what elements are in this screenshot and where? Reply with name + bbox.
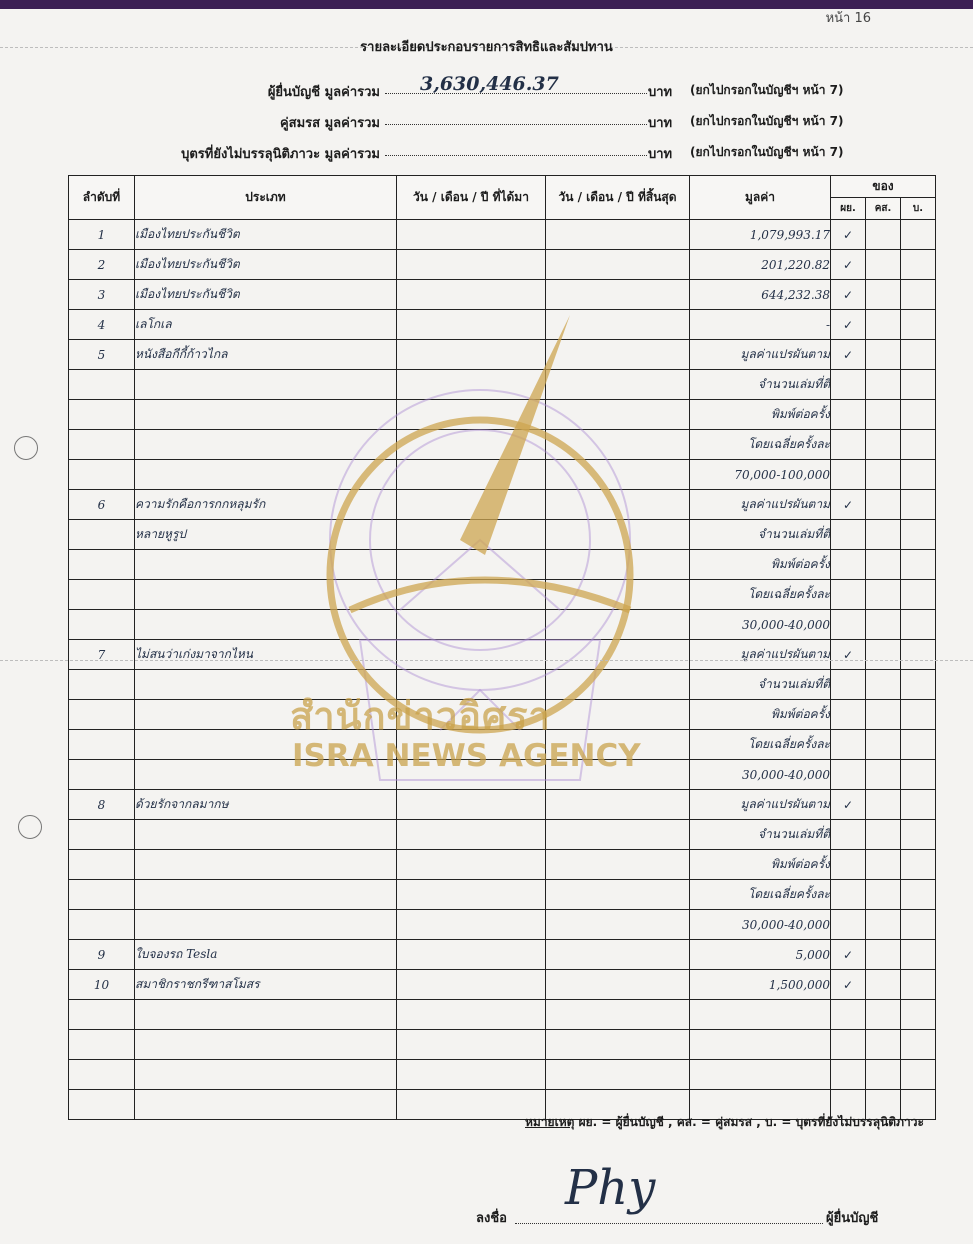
row-owner-self <box>831 610 866 640</box>
row-owner-child <box>901 700 936 730</box>
row-no <box>69 1030 135 1060</box>
row-date-acquired <box>397 880 546 910</box>
row-owner-child <box>901 730 936 760</box>
table-row <box>69 970 936 1000</box>
row-type <box>135 910 397 940</box>
row-owner-self <box>831 370 866 400</box>
row-value: พิมพ์ต่อครั้ง <box>690 850 831 880</box>
summary-value-line <box>385 139 647 156</box>
row-date-acquired <box>397 370 546 400</box>
row-date-acquired <box>397 910 546 940</box>
row-value <box>690 1000 831 1030</box>
row-date-expired <box>546 490 690 520</box>
table-row <box>69 790 936 820</box>
row-no <box>69 730 135 760</box>
table-row <box>69 910 936 940</box>
row-owner-child <box>901 1030 936 1060</box>
row-owner-child <box>901 820 936 850</box>
row-date-acquired <box>397 850 546 880</box>
row-no: 2 <box>69 250 135 280</box>
row-type <box>135 1090 397 1120</box>
row-date-expired <box>546 430 690 460</box>
row-no <box>69 550 135 580</box>
table-row <box>69 460 936 490</box>
row-date-acquired <box>397 790 546 820</box>
row-owner-self: ✓ <box>831 250 866 280</box>
header-owner-child: บ. <box>901 198 936 220</box>
row-owner-self <box>831 400 866 430</box>
row-owner-spouse <box>866 550 901 580</box>
row-owner-self: ✓ <box>831 640 866 670</box>
row-no <box>69 520 135 550</box>
row-date-expired <box>546 280 690 310</box>
table-row <box>69 880 936 910</box>
row-date-acquired <box>397 970 546 1000</box>
row-owner-spouse <box>866 520 901 550</box>
table-row <box>69 280 936 310</box>
row-no <box>69 370 135 400</box>
row-date-expired <box>546 1060 690 1090</box>
table-row <box>69 640 936 670</box>
row-owner-child <box>901 1000 936 1030</box>
row-owner-child <box>901 580 936 610</box>
row-owner-child <box>901 670 936 700</box>
row-no <box>69 1060 135 1090</box>
table-row <box>69 580 936 610</box>
row-owner-spouse <box>866 340 901 370</box>
table-row <box>69 820 936 850</box>
row-owner-spouse <box>866 610 901 640</box>
table-row <box>69 1030 936 1060</box>
row-date-expired <box>546 940 690 970</box>
row-value: โดยเฉลี่ยครั้งละ <box>690 730 831 760</box>
row-owner-child <box>901 640 936 670</box>
row-owner-spouse <box>866 880 901 910</box>
row-owner-child <box>901 250 936 280</box>
row-value: พิมพ์ต่อครั้ง <box>690 400 831 430</box>
row-value: มูลค่าแปรผันตาม <box>690 790 831 820</box>
row-date-acquired <box>397 820 546 850</box>
row-value: โดยเฉลี่ยครั้งละ <box>690 880 831 910</box>
row-owner-spouse <box>866 640 901 670</box>
row-no <box>69 760 135 790</box>
row-value: 30,000-40,000 <box>690 910 831 940</box>
table-row <box>69 520 936 550</box>
row-no <box>69 1000 135 1030</box>
summary-value-line <box>385 108 647 125</box>
row-owner-child <box>901 550 936 580</box>
sign-label: ลงชื่อ <box>476 1211 507 1226</box>
signature: Phy <box>565 1160 656 1216</box>
row-value: 5,000 <box>690 940 831 970</box>
row-type <box>135 430 397 460</box>
table-row <box>69 550 936 580</box>
row-value: จำนวนเล่มที่ตี <box>690 520 831 550</box>
row-no <box>69 610 135 640</box>
row-owner-self: ✓ <box>831 220 866 250</box>
row-owner-child <box>901 340 936 370</box>
remark-label: หมายเหตุ <box>525 1115 575 1129</box>
row-date-acquired <box>397 940 546 970</box>
row-owner-child <box>901 520 936 550</box>
table-row <box>69 310 936 340</box>
row-value: 644,232.38 <box>690 280 831 310</box>
row-type <box>135 850 397 880</box>
row-date-expired <box>546 820 690 850</box>
summary-unit: บาท <box>648 116 673 131</box>
row-owner-spouse <box>866 430 901 460</box>
row-date-expired <box>546 640 690 670</box>
header-owner: ของ <box>831 176 936 198</box>
row-date-expired <box>546 580 690 610</box>
row-value: พิมพ์ต่อครั้ง <box>690 700 831 730</box>
row-date-expired <box>546 550 690 580</box>
row-date-expired <box>546 1000 690 1030</box>
row-no <box>69 460 135 490</box>
table-row <box>69 370 936 400</box>
row-date-expired <box>546 880 690 910</box>
row-type: เมืองไทยประกันชีวิต <box>135 250 397 280</box>
row-type <box>135 1000 397 1030</box>
row-type: เมืองไทยประกันชีวิต <box>135 280 397 310</box>
row-date-expired <box>546 910 690 940</box>
summary-line-spouse <box>0 108 973 131</box>
row-owner-child <box>901 1060 936 1090</box>
table-row <box>69 250 936 280</box>
row-value: พิมพ์ต่อครั้ง <box>690 550 831 580</box>
row-date-acquired <box>397 280 546 310</box>
row-date-expired <box>546 850 690 880</box>
table-body <box>69 220 936 1120</box>
row-type <box>135 580 397 610</box>
row-owner-spouse <box>866 970 901 1000</box>
row-date-expired <box>546 400 690 430</box>
row-date-acquired <box>397 220 546 250</box>
row-owner-spouse <box>866 280 901 310</box>
row-date-acquired <box>397 310 546 340</box>
remark <box>525 1113 924 1132</box>
row-date-acquired <box>397 1030 546 1060</box>
row-owner-child <box>901 310 936 340</box>
row-owner-spouse <box>866 220 901 250</box>
row-owner-child <box>901 430 936 460</box>
row-date-acquired <box>397 580 546 610</box>
row-no: 3 <box>69 280 135 310</box>
fold-line <box>0 660 973 661</box>
summary-unit: บาท <box>648 147 673 162</box>
row-owner-self: ✓ <box>831 340 866 370</box>
row-no: 10 <box>69 970 135 1000</box>
row-date-expired <box>546 340 690 370</box>
row-no <box>69 910 135 940</box>
row-no <box>69 670 135 700</box>
row-owner-spouse <box>866 820 901 850</box>
row-owner-self: ✓ <box>831 940 866 970</box>
row-owner-child <box>901 280 936 310</box>
row-owner-spouse <box>866 370 901 400</box>
row-no: 4 <box>69 310 135 340</box>
row-value: จำนวนเล่มที่ตี <box>690 370 831 400</box>
row-value: 201,220.82 <box>690 250 831 280</box>
row-no <box>69 400 135 430</box>
summary-unit: บาท <box>648 85 673 100</box>
row-no <box>69 880 135 910</box>
row-owner-self <box>831 850 866 880</box>
row-date-expired <box>546 370 690 400</box>
row-owner-self <box>831 1000 866 1030</box>
row-owner-spouse <box>866 940 901 970</box>
punch-hole <box>18 815 42 839</box>
row-type <box>135 880 397 910</box>
row-owner-spouse <box>866 310 901 340</box>
row-no: 6 <box>69 490 135 520</box>
row-owner-spouse <box>866 1060 901 1090</box>
table-row <box>69 400 936 430</box>
row-no <box>69 430 135 460</box>
row-no <box>69 820 135 850</box>
row-owner-child <box>901 940 936 970</box>
header-owner-self: ผย. <box>831 198 866 220</box>
row-type: เมืองไทยประกันชีวิต <box>135 220 397 250</box>
header-no: ลำดับที่ <box>69 176 135 220</box>
table-row <box>69 340 936 370</box>
summary-line-child <box>0 139 973 162</box>
row-owner-self <box>831 550 866 580</box>
row-value: โดยเฉลี่ยครั้งละ <box>690 580 831 610</box>
signer-role: ผู้ยื่นบัญชี <box>826 1211 879 1226</box>
remark-text: ผย. = ผู้ยื่นบัญชี , คส. = คู่สมรส , บ. = บุตรที่ยังไม่บรรลุนิติภาวะ <box>574 1115 924 1129</box>
row-value: มูลค่าแปรผันตาม <box>690 340 831 370</box>
row-no <box>69 850 135 880</box>
row-type <box>135 400 397 430</box>
row-owner-self <box>831 730 866 760</box>
row-value <box>690 1060 831 1090</box>
row-value: 1,079,993.17 <box>690 220 831 250</box>
row-type: หนังสือกีกี้ก้าวไกล <box>135 340 397 370</box>
row-owner-self <box>831 580 866 610</box>
row-owner-child <box>901 370 936 400</box>
row-no <box>69 580 135 610</box>
row-value: โดยเฉลี่ยครั้งละ <box>690 430 831 460</box>
row-value: จำนวนเล่มที่ตี <box>690 820 831 850</box>
row-date-acquired <box>397 490 546 520</box>
row-date-expired <box>546 970 690 1000</box>
row-value: 1,500,000 <box>690 970 831 1000</box>
summary-line-owner <box>0 73 973 100</box>
row-type: ด้วยรักจากลมากษ <box>135 790 397 820</box>
row-date-acquired <box>397 340 546 370</box>
row-no: 9 <box>69 940 135 970</box>
row-date-acquired <box>397 610 546 640</box>
row-owner-child <box>901 880 936 910</box>
row-type: หลายหูรูป <box>135 520 397 550</box>
table-row <box>69 850 936 880</box>
table-row <box>69 610 936 640</box>
page-title: รายละเอียดประกอบรายการสิทธิและสัมปทาน <box>360 40 613 55</box>
row-owner-spouse <box>866 490 901 520</box>
header-value: มูลค่า <box>690 176 831 220</box>
table-row <box>69 430 936 460</box>
table-row <box>69 490 936 520</box>
row-date-acquired <box>397 520 546 550</box>
row-date-expired <box>546 220 690 250</box>
row-owner-self: ✓ <box>831 790 866 820</box>
row-owner-self: ✓ <box>831 970 866 1000</box>
row-no: 1 <box>69 220 135 250</box>
row-date-acquired <box>397 1060 546 1090</box>
row-owner-self: ✓ <box>831 280 866 310</box>
rights-table <box>68 175 936 1120</box>
row-owner-spouse <box>866 580 901 610</box>
row-owner-spouse <box>866 850 901 880</box>
row-no <box>69 1090 135 1120</box>
row-owner-spouse <box>866 670 901 700</box>
row-owner-child <box>901 490 936 520</box>
row-type: ใบจองรถ Tesla <box>135 940 397 970</box>
row-type <box>135 370 397 400</box>
summary-note: (ยกไปกรอกในบัญชีฯ หน้า 7) <box>690 145 844 159</box>
row-date-expired <box>546 790 690 820</box>
summary-label: บุตรที่ยังไม่บรรลุนิติภาวะ มูลค่ารวม <box>181 147 380 162</box>
row-owner-spouse <box>866 400 901 430</box>
row-owner-self <box>831 430 866 460</box>
table-row <box>69 1060 936 1090</box>
row-owner-spouse <box>866 730 901 760</box>
row-owner-child <box>901 400 936 430</box>
row-owner-spouse <box>866 910 901 940</box>
row-type <box>135 1030 397 1060</box>
header-type: ประเภท <box>135 176 397 220</box>
row-owner-child <box>901 610 936 640</box>
summary-label: ผู้ยื่นบัญชี มูลค่ารวม <box>267 85 380 100</box>
summary-note: (ยกไปกรอกในบัญชีฯ หน้า 7) <box>690 114 844 128</box>
table-row <box>69 220 936 250</box>
row-owner-self <box>831 760 866 790</box>
row-type <box>135 460 397 490</box>
row-no: 5 <box>69 340 135 370</box>
row-type <box>135 550 397 580</box>
row-owner-self <box>831 700 866 730</box>
row-type: เลโกเล <box>135 310 397 340</box>
row-date-acquired <box>397 460 546 490</box>
signature-line <box>515 1207 823 1224</box>
summary-value: 3,630,446.37 <box>420 73 559 95</box>
row-date-expired <box>546 700 690 730</box>
table-row <box>69 1000 936 1030</box>
row-owner-child <box>901 790 936 820</box>
row-date-expired <box>546 460 690 490</box>
row-type <box>135 820 397 850</box>
header-owner-spouse: คส. <box>866 198 901 220</box>
row-owner-spouse <box>866 250 901 280</box>
row-owner-child <box>901 910 936 940</box>
row-owner-self <box>831 1060 866 1090</box>
row-owner-spouse <box>866 760 901 790</box>
row-owner-child <box>901 760 936 790</box>
row-owner-spouse <box>866 1030 901 1060</box>
row-value: จำนวนเล่มที่ตี <box>690 670 831 700</box>
row-type <box>135 610 397 640</box>
row-owner-spouse <box>866 790 901 820</box>
header-date-acquired: วัน / เดือน / ปี ที่ได้มา <box>397 176 546 220</box>
row-date-acquired <box>397 1090 546 1120</box>
row-value: - <box>690 310 831 340</box>
row-value: 70,000-100,000 <box>690 460 831 490</box>
row-date-expired <box>546 1030 690 1060</box>
row-value: มูลค่าแปรผันตาม <box>690 640 831 670</box>
summary-label: คู่สมรส มูลค่ารวม <box>279 116 380 131</box>
row-date-acquired <box>397 250 546 280</box>
row-type: สมาชิกราชกรีฑาสโมสร <box>135 970 397 1000</box>
row-owner-self <box>831 670 866 700</box>
page-number: หน้า 16 <box>825 11 871 26</box>
watermark-thai: สำนักข่าวอิศรา <box>290 694 551 738</box>
row-owner-child <box>901 220 936 250</box>
row-owner-spouse <box>866 1000 901 1030</box>
row-date-acquired <box>397 430 546 460</box>
row-owner-child <box>901 970 936 1000</box>
summary-note: (ยกไปกรอกในบัญชีฯ หน้า 7) <box>690 83 844 97</box>
punch-hole <box>14 436 38 460</box>
table-row <box>69 940 936 970</box>
row-date-expired <box>546 310 690 340</box>
row-type <box>135 1060 397 1090</box>
row-owner-spouse <box>866 700 901 730</box>
row-no: 7 <box>69 640 135 670</box>
row-date-expired <box>546 610 690 640</box>
row-value: 30,000-40,000 <box>690 610 831 640</box>
row-owner-child <box>901 850 936 880</box>
row-date-expired <box>546 250 690 280</box>
row-owner-spouse <box>866 460 901 490</box>
row-date-acquired <box>397 400 546 430</box>
row-value: 30,000-40,000 <box>690 760 831 790</box>
row-date-acquired <box>397 640 546 670</box>
row-owner-self <box>831 880 866 910</box>
row-value <box>690 1030 831 1060</box>
row-owner-child <box>901 460 936 490</box>
row-owner-self <box>831 820 866 850</box>
row-value: มูลค่าแปรผันตาม <box>690 490 831 520</box>
watermark-english: ISRA NEWS AGENCY <box>292 738 641 774</box>
row-owner-self <box>831 1030 866 1060</box>
row-no: 8 <box>69 790 135 820</box>
row-type: ความรักคือการกกหลุมรัก <box>135 490 397 520</box>
row-no <box>69 700 135 730</box>
row-owner-self <box>831 910 866 940</box>
row-owner-self <box>831 460 866 490</box>
row-type: ไม่สนว่าเก่งมาจากไหน <box>135 640 397 670</box>
row-date-expired <box>546 670 690 700</box>
row-owner-self: ✓ <box>831 310 866 340</box>
row-date-acquired <box>397 1000 546 1030</box>
row-owner-self <box>831 520 866 550</box>
row-date-acquired <box>397 550 546 580</box>
row-date-expired <box>546 520 690 550</box>
header-date-expired: วัน / เดือน / ปี ที่สิ้นสุด <box>546 176 690 220</box>
row-owner-self: ✓ <box>831 490 866 520</box>
